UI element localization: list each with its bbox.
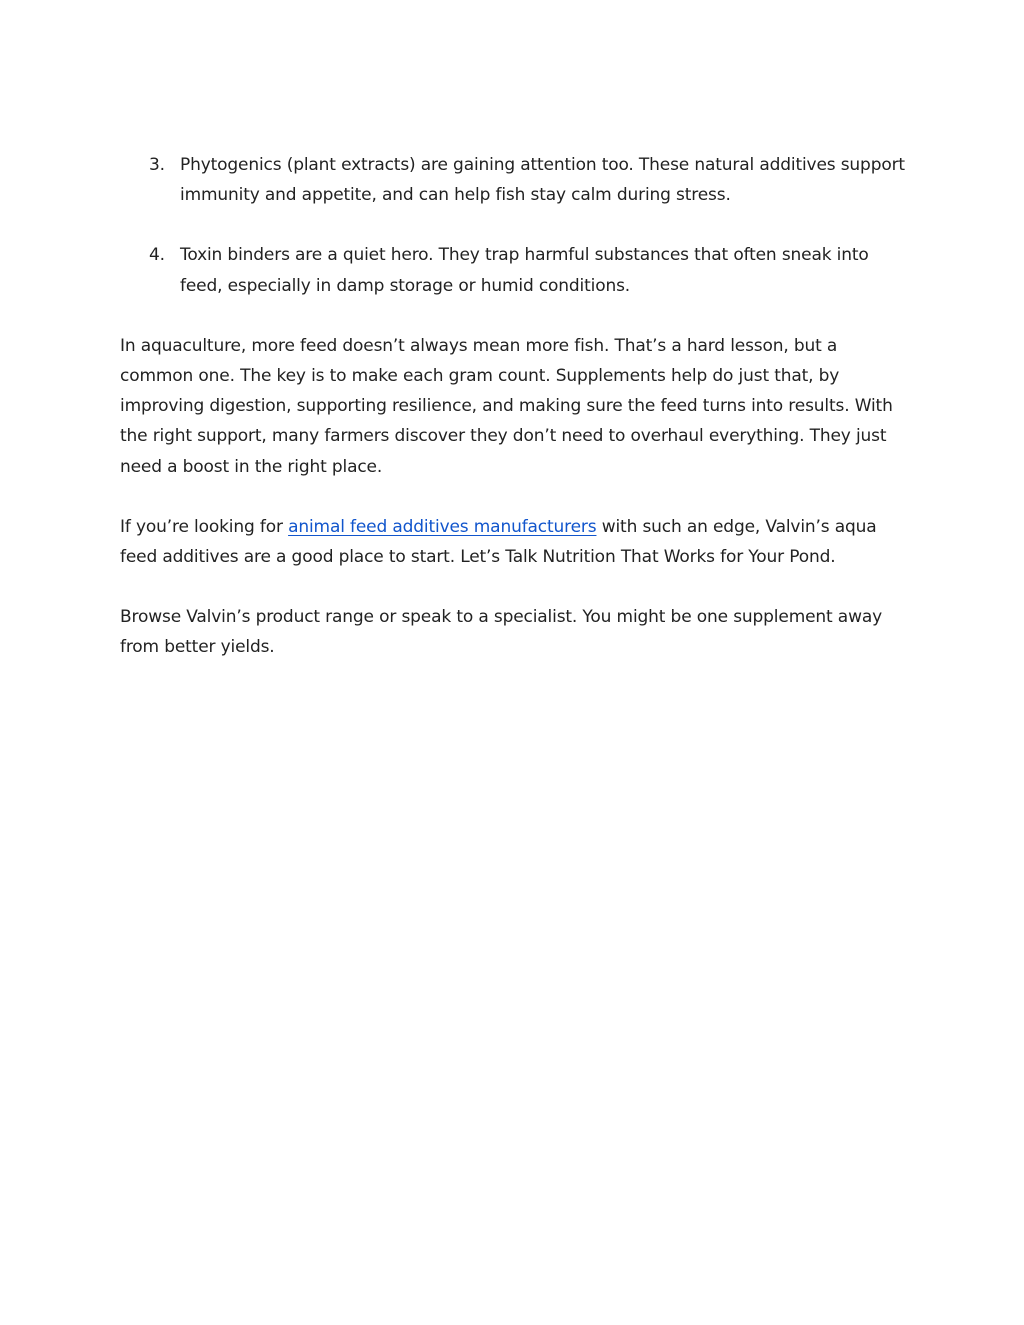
paragraph-text-before-link: If you’re looking for xyxy=(120,516,289,537)
numbered-list xyxy=(120,150,910,301)
list-item-text: Toxin binders are a quiet hero. They trap harmful substances that often sneak into feed, especially in damp storage or humid conditions. xyxy=(180,245,869,296)
paragraph-browse: Browse Valvin’s product range or speak to a specialist. You might be one supplement away from better yields. xyxy=(120,607,883,658)
paragraph-text-after-link: with such an edge, Valvin’s aqua feed additives are a good place to start. Let’s Talk Nutrition That Works for Your Pond. xyxy=(120,516,877,568)
animal-feed-additives-link[interactable]: animal feed additives manufacturers xyxy=(288,516,597,537)
paragraph-manufacturers xyxy=(120,512,910,572)
list-number: 4. xyxy=(149,245,165,266)
list-number: 3. xyxy=(149,155,165,175)
list-item-text: Phytogenics (plant extracts) are gaining attention too. These natural additives support immunity and appetite, and can help fish stay calm during stress. xyxy=(180,155,905,206)
list-item-toxin-binders xyxy=(120,240,910,300)
paragraph-aquaculture: In aquaculture, more feed doesn’t always mean more fish. That’s a hard lesson, but a common one. The key is to make each gram count. Supplements help do just that, by improving digestion, supporting resilience, and making sure the feed turns into results. With the right support, many farmers discover they don’t need to overhaul everything. They just need a boost in the right place. xyxy=(120,335,893,477)
document-body xyxy=(120,150,910,693)
list-item-phytogenics xyxy=(120,150,910,210)
